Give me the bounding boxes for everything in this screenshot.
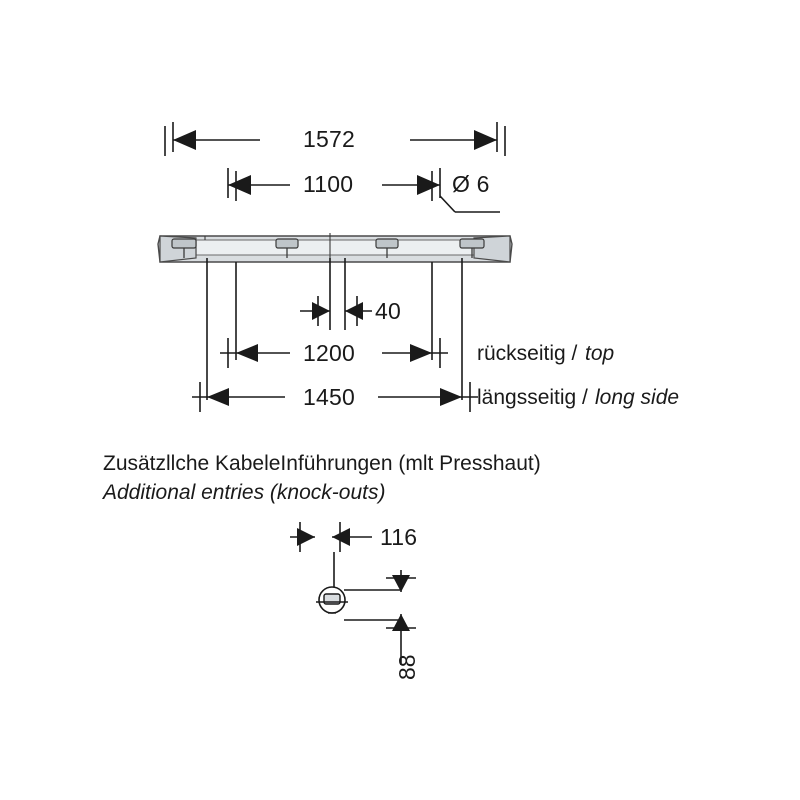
mounting-clip-3	[376, 239, 398, 248]
label-rear-de: rückseitig /	[477, 342, 578, 365]
dimension-label-1450: 1450	[303, 384, 355, 410]
note-additional-entries-en: Additional entries (knock-outs)	[103, 481, 386, 504]
arrow-1100-right	[417, 175, 440, 195]
dimension-label-88: 88	[394, 654, 420, 680]
arrow-1200-left	[236, 344, 258, 362]
cable-entry-symbol	[316, 587, 348, 613]
arrow-40-right	[345, 302, 363, 320]
dimension-label-diameter: Ø 6	[452, 171, 490, 197]
arrow-1100-left	[228, 175, 251, 195]
dimension-label-1572: 1572	[303, 126, 355, 152]
arrow-116-left	[297, 528, 315, 546]
dimension-label-1100: 1100	[303, 171, 354, 197]
arrow-1200-right	[410, 344, 432, 362]
label-rear-en: top	[585, 342, 615, 365]
dimension-label-1200: 1200	[303, 340, 355, 366]
label-longside-en: long side	[595, 386, 680, 409]
arrow-1450-right	[440, 388, 462, 406]
arrow-40-left	[312, 302, 330, 320]
mounting-clip-2	[276, 239, 298, 248]
label-longside-de: längsseitig /	[477, 386, 588, 409]
arrow-88-bottom	[392, 614, 410, 631]
arrow-1572-left	[173, 130, 196, 150]
mounting-clip-1	[172, 239, 196, 248]
arrow-1450-left	[207, 388, 229, 406]
dimension-label-40: 40	[375, 298, 401, 324]
arrow-1572-right	[474, 130, 497, 150]
diffuser-tube	[196, 240, 474, 255]
dimension-label-116: 116	[380, 524, 418, 550]
leader-diameter	[440, 196, 455, 212]
mounting-clip-4	[460, 239, 484, 248]
arrow-116-right	[332, 528, 350, 546]
note-additional-entries-de: Zusätzllche KabeleInführungen (mlt Presshaut)	[103, 452, 541, 475]
